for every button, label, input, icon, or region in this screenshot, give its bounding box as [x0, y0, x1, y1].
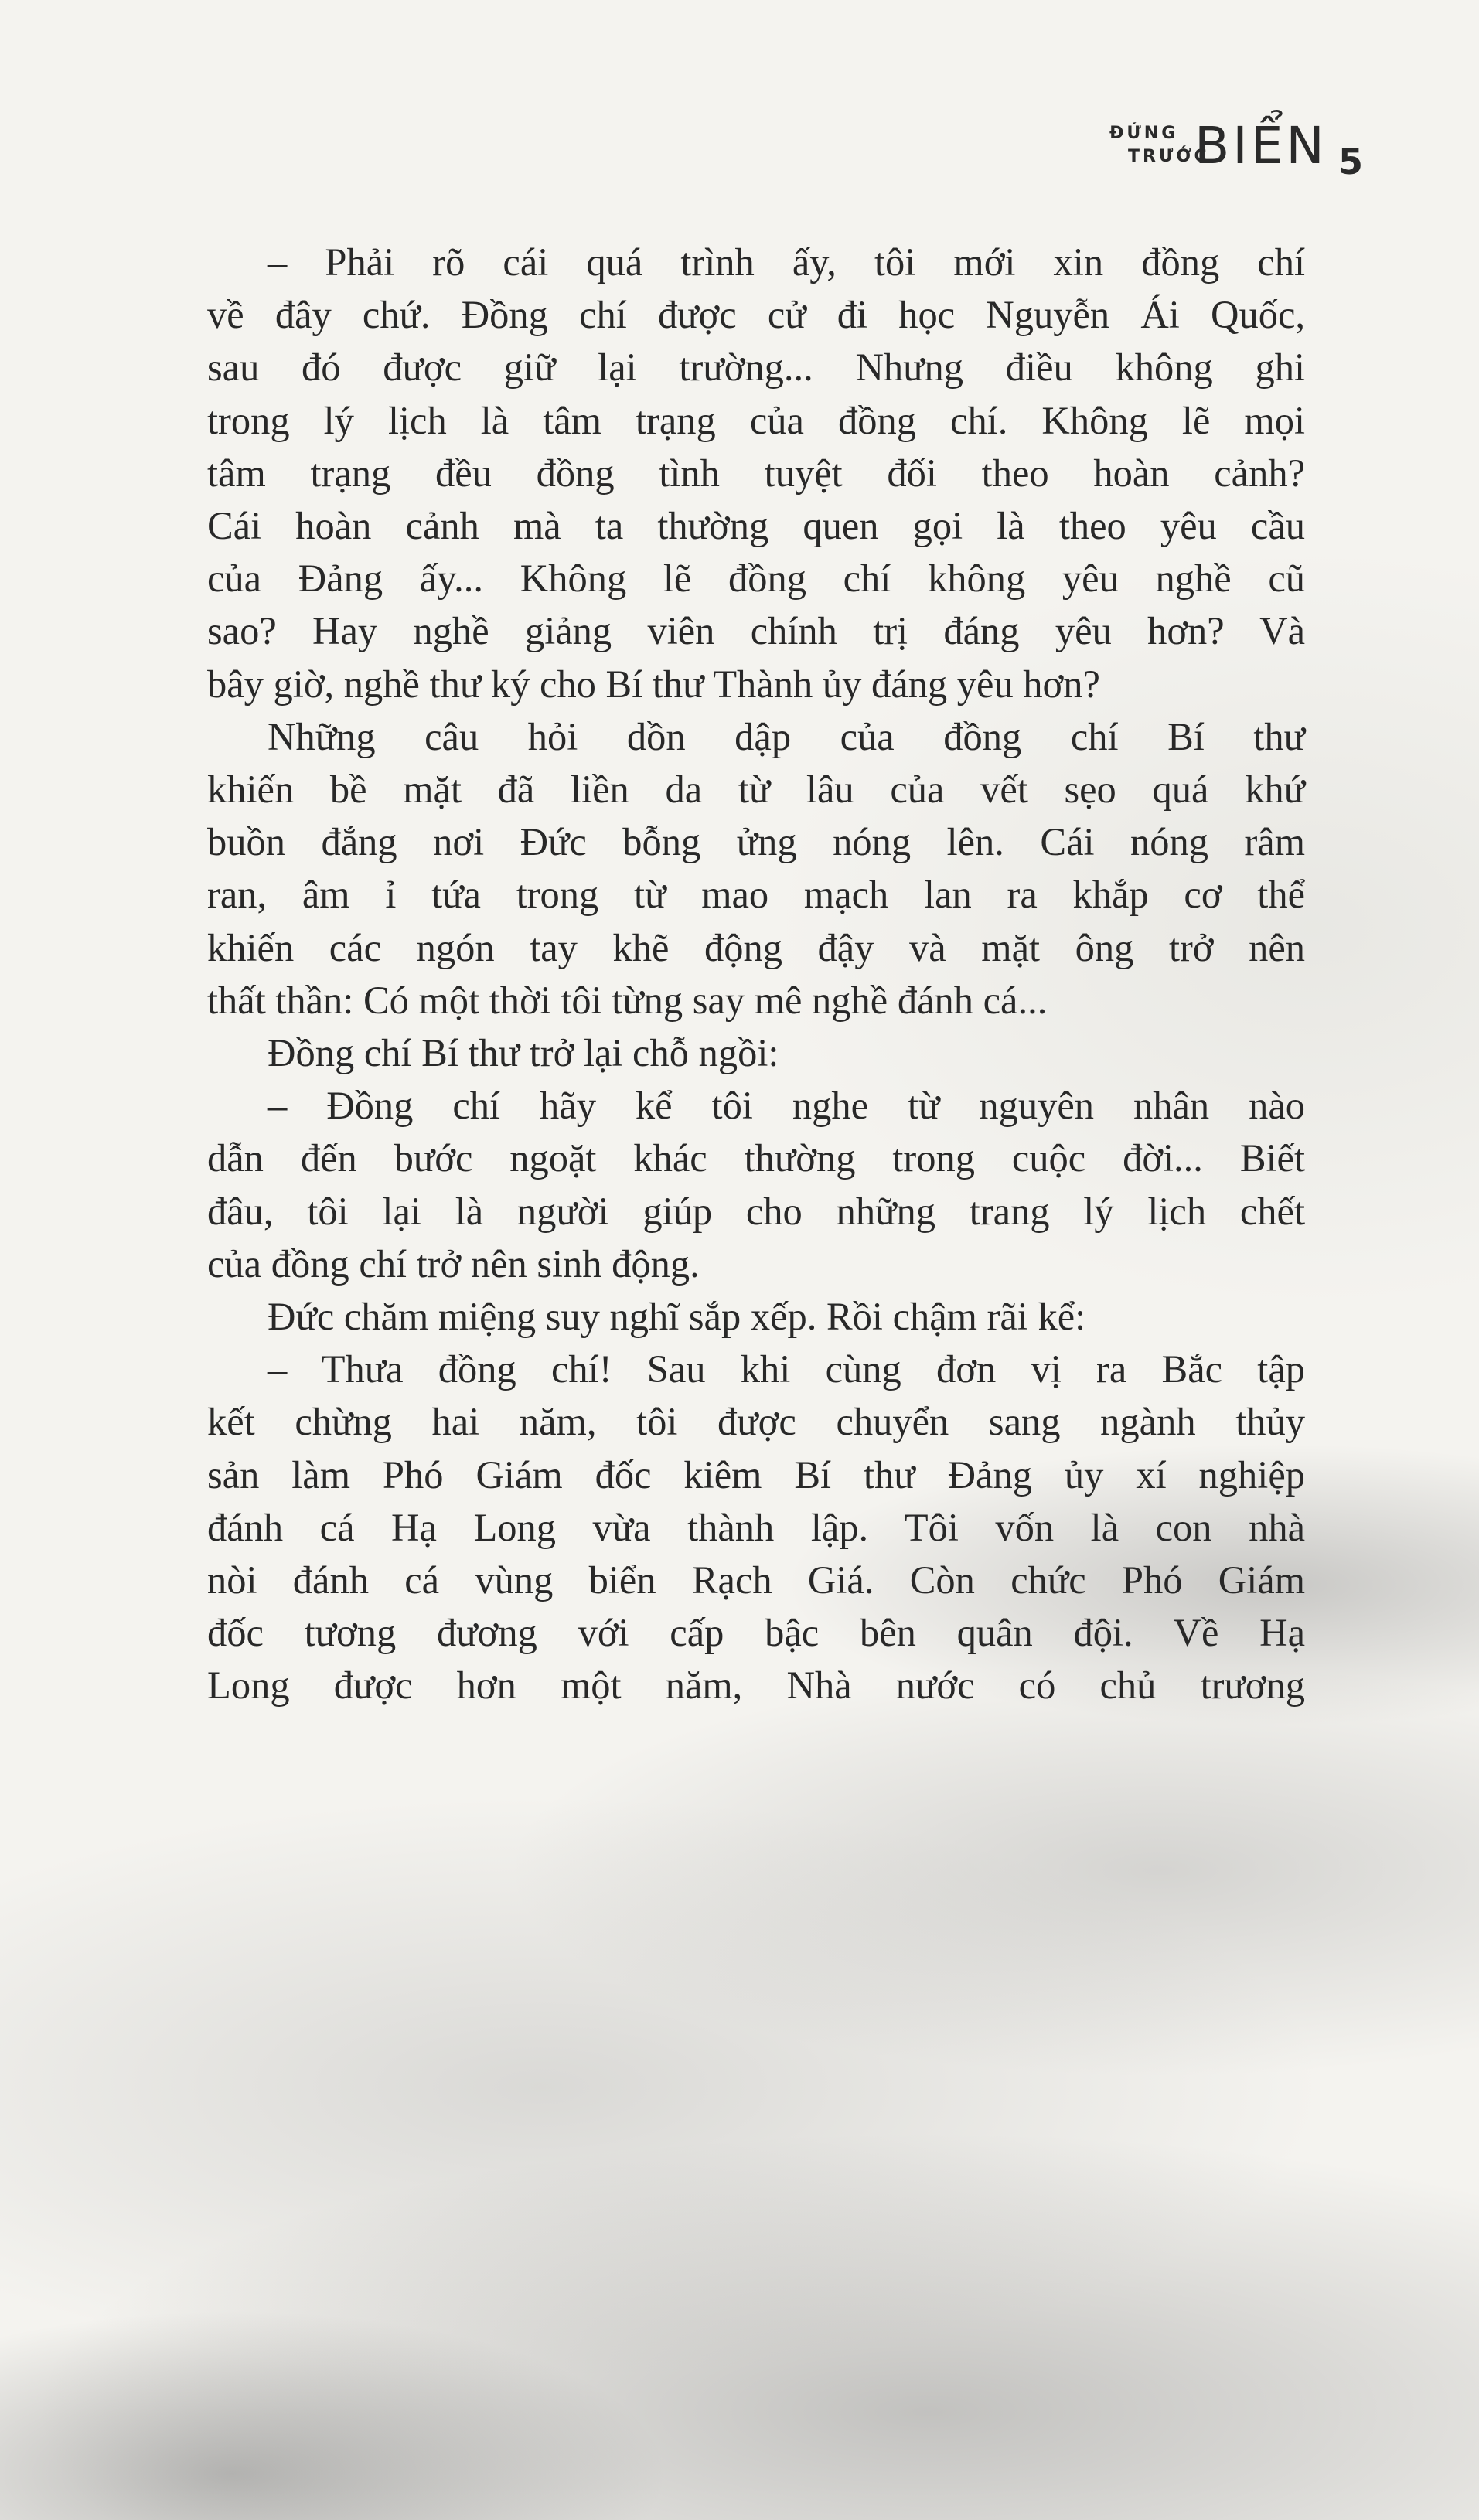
- text-line: – Đồng chí hãy kể tôi nghe từ nguyên nhân nào: [268, 1084, 1305, 1128]
- text-line: dẫn đến bước ngoặt khác thường trong cuộc đời... Biết: [207, 1136, 1305, 1180]
- series-logo-word-bottom: TRƯỚC: [1127, 147, 1210, 166]
- text-line: Những câu hỏi dồn dập của đồng chí Bí thư: [268, 714, 1305, 758]
- series-logo-word-top: ĐỨNG: [1109, 124, 1179, 143]
- text-line: đánh cá Hạ Long vừa thành lập. Tôi vốn là con nhà: [207, 1505, 1305, 1549]
- text-line: của đồng chí trở nên sinh động.: [207, 1241, 700, 1286]
- text-line: đốc tương đương với cấp bậc bên quân đội. Về Hạ: [207, 1611, 1305, 1655]
- text-line: buồn đắng nơi Đức bỗng ửng nóng lên. Cái nóng râm: [207, 820, 1305, 864]
- text-line: sau đó được giữ lại trường... Nhưng điều không ghi: [207, 346, 1305, 390]
- running-header: [1109, 114, 1363, 184]
- text-line: Cái hoàn cảnh mà ta thường quen gọi là theo yêu cầu: [207, 504, 1305, 548]
- page-number: 5: [1338, 141, 1363, 182]
- paragraph: [207, 1079, 1305, 1290]
- text-line: về đây chứ. Đồng chí được cử đi học Nguyễn Ái Quốc,: [207, 293, 1305, 337]
- text-line: – Phải rõ cái quá trình ấy, tôi mới xin đồng chí: [268, 240, 1305, 284]
- paragraph: [207, 1027, 1305, 1079]
- paragraph: [207, 1290, 1305, 1343]
- text-line: tâm trạng đều đồng tình tuyệt đối theo hoàn cảnh?: [207, 451, 1305, 495]
- text-line: Đức chăm miệng suy nghĩ sắp xếp. Rồi chậm rãi kể:: [268, 1295, 1086, 1339]
- paragraph: [207, 1343, 1305, 1711]
- series-logo-word-main: BIỂN: [1194, 116, 1327, 175]
- text-line: bây giờ, nghề thư ký cho Bí thư Thành ủy đáng yêu hơn?: [207, 662, 1100, 706]
- text-line: kết chừng hai năm, tôi được chuyển sang ngành thủy: [207, 1400, 1305, 1444]
- text-line: ran, âm ỉ tứa trong từ mao mạch lan ra khắp cơ thể: [207, 873, 1305, 917]
- text-line: sao? Hay nghề giảng viên chính trị đáng yêu hơn? Và: [207, 609, 1305, 653]
- text-line: của Đảng ấy... Không lẽ đồng chí không yêu nghề cũ: [207, 557, 1305, 601]
- text-line: nòi đánh cá vùng biển Rạch Giá. Còn chức Phó Giám: [207, 1558, 1305, 1602]
- text-line: Đồng chí Bí thư trở lại chỗ ngồi:: [268, 1031, 779, 1075]
- series-logo: [1109, 114, 1327, 184]
- text-line: trong lý lịch là tâm trạng của đồng chí. Không lẽ mọi: [207, 398, 1305, 442]
- text-line: đâu, tôi lại là người giúp cho những trang lý lịch chết: [207, 1189, 1305, 1233]
- text-line: khiến bề mặt đã liền da từ lâu của vết sẹo quá khứ: [207, 768, 1305, 812]
- text-line: khiến các ngón tay khẽ động đậy và mặt ông trở nên: [207, 925, 1305, 969]
- text-line: thất thần: Có một thời tôi từng say mê nghề đánh cá...: [207, 978, 1048, 1022]
- text-line: sản làm Phó Giám đốc kiêm Bí thư Đảng ủy xí nghiệp: [207, 1452, 1305, 1497]
- text-line: – Thưa đồng chí! Sau khi cùng đơn vị ra Bắc tập: [268, 1347, 1305, 1391]
- body-text: [207, 236, 1305, 1712]
- paragraph: [207, 710, 1305, 1027]
- text-line: Long được hơn một năm, Nhà nước có chủ trương: [207, 1664, 1305, 1708]
- paragraph: [207, 236, 1305, 710]
